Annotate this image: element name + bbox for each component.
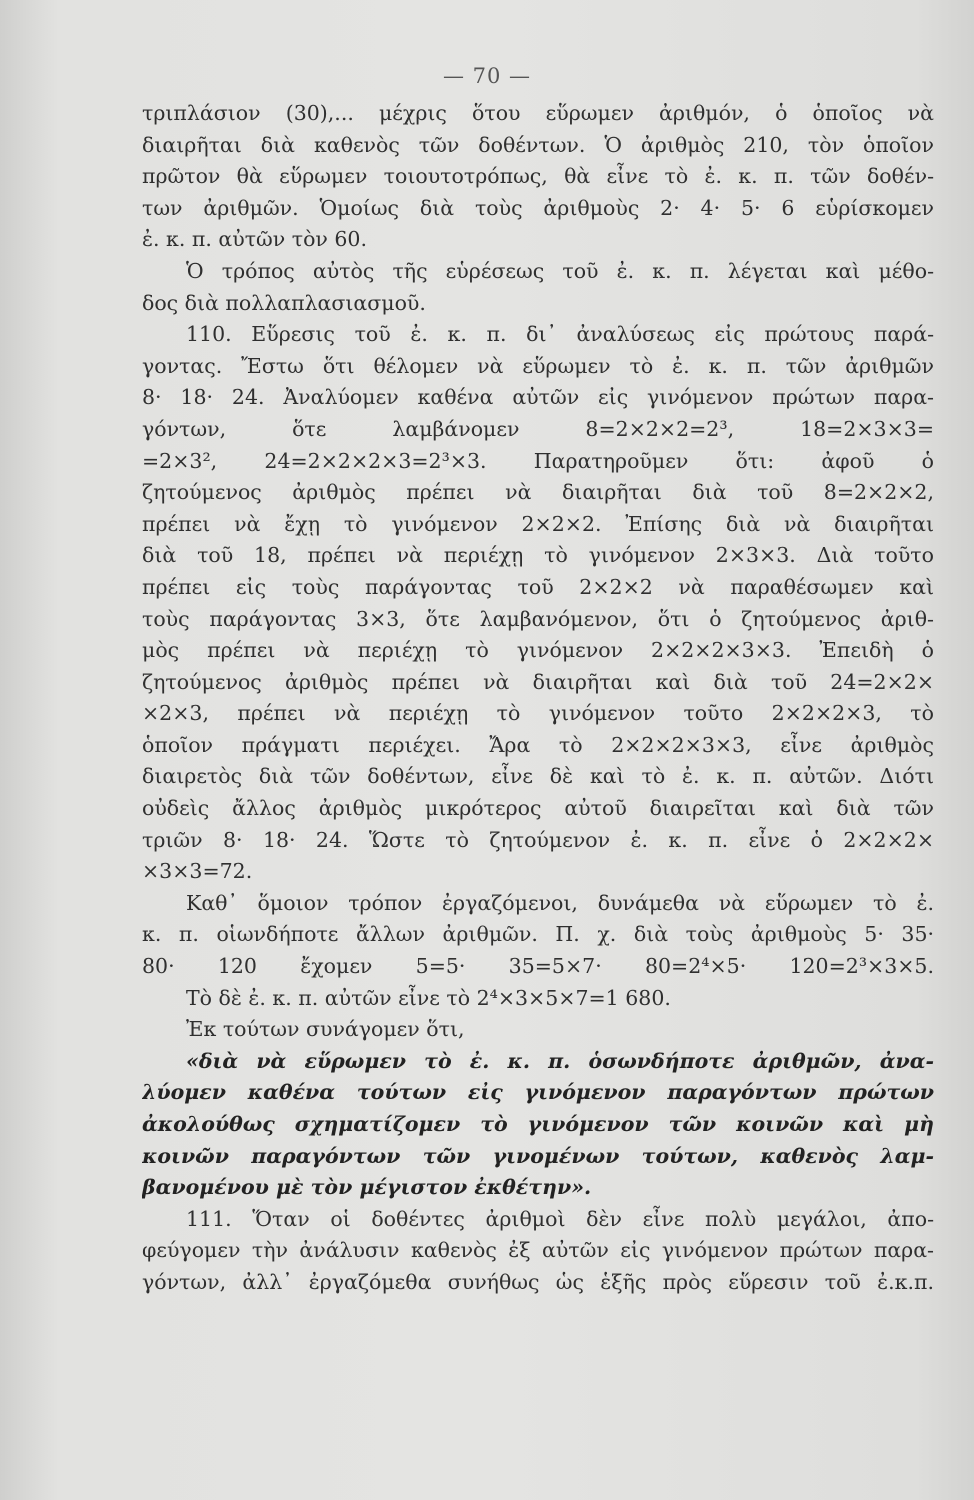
text-line: ζητούμενος ἀριθμὸς πρέπει νὰ διαιρῆται διὰ τοῦ 8=2×2×2, — [142, 480, 934, 505]
text-line: ἀκολούθως σχηματίζομεν τὸ γινόμενον τῶν κοινῶν καὶ μὴ — [142, 1112, 934, 1136]
text-line: Ὁ τρόπος αὐτὸς τῆς εὑρέσεως τοῦ ἐ. κ. π. λέγεται καὶ μέθο- — [186, 258, 934, 283]
text-line: κοινῶν παραγόντων τῶν γινομένων τούτων, καθενὸς λαμ- — [142, 1143, 934, 1168]
text-line: τοὺς παράγοντας 3×3, ὅτε λαμβανόμενον, ὅτι ὁ ζητούμενος ἀριθ- — [142, 606, 934, 631]
text-line: 80· 120 ἔχομεν 5=5· 35=5×7· 80=2⁴×5· 120=2³×3×5. — [142, 954, 934, 979]
text-line: 110. Εὕρεσις τοῦ ἐ. κ. π. δι᾽ ἀναλύσεως εἰς πρώτους παρά- — [186, 322, 934, 347]
text-line: των ἀριθμῶν. Ὁμοίως διὰ τοὺς ἀριθμοὺς 2· 4· 5· 6 εὑρίσκομεν — [142, 195, 934, 220]
text-line: Ἐκ τούτων συνάγομεν ὅτι, — [186, 1017, 465, 1042]
text-line: 8· 18· 24. Ἀναλύομεν καθένα αὐτῶν εἰς γινόμενον πρώτων παρα- — [142, 385, 934, 410]
text-line: φεύγομεν τὴν ἀνάλυσιν καθενὸς ἐξ αὐτῶν εἰς γινόμενον πρώτων παρα- — [142, 1238, 934, 1263]
page-text — [142, 98, 934, 1299]
text-line: ἐ. κ. π. αὐτῶν τὸν 60. — [142, 227, 367, 252]
text-line: οὐδεὶς ἄλλος ἀριθμὸς μικρότερος αὐτοῦ διαιρεῖται καὶ διὰ τῶν — [142, 796, 934, 821]
text-line: ζητούμενος ἀριθμὸς πρέπει νὰ διαιρῆται καὶ διὰ τοῦ 24=2×2× — [142, 669, 934, 694]
text-line: κ. π. οἱωνδήποτε ἄλλων ἀριθμῶν. Π. χ. διὰ τοὺς ἀριθμοὺς 5· 35· — [142, 922, 934, 947]
text-line: =2×3², 24=2×2×2×3=2³×3. Παρατηροῦμεν ὅτι: ἀφοῦ ὁ — [142, 448, 934, 473]
text-line: γόντων, ὅτε λαμβάνομεν 8=2×2×2=2³, 18=2×3×3= — [142, 416, 934, 441]
text-line: «διὰ νὰ εὕρωμεν τὸ ἐ. κ. π. ὁσωνδήποτε ἀριθμῶν, ἀνα- — [186, 1048, 934, 1073]
page-number: — 70 — — [442, 64, 532, 88]
text-line: βανομένου μὲ τὸν μέγιστον ἐκθέτην». — [142, 1175, 592, 1200]
text-line: γόντων, ἀλλ᾽ ἐργαζόμεθα συνήθως ὡς ἑξῆς πρὸς εὕρεσιν τοῦ ἐ.κ.π. — [142, 1269, 934, 1294]
text-line: πρῶτον θὰ εὕρωμεν τοιουτοτρόπως, θὰ εἶνε τὸ ἐ. κ. π. τῶν δοθέν- — [142, 164, 934, 189]
text-line: διαιρετὸς διὰ τῶν δοθέντων, εἶνε δὲ καὶ τὸ ἐ. κ. π. αὐτῶν. Διότι — [142, 764, 934, 789]
text-line: διὰ τοῦ 18, πρέπει νὰ περιέχῃ τὸ γινόμενον 2×3×3. Διὰ τοῦτο — [142, 543, 934, 568]
text-line: Καθ᾽ ὅμοιον τρόπον ἐργαζόμενοι, δυνάμεθα νὰ εὕρωμεν τὸ ἐ. — [186, 890, 934, 915]
text-line: ὁποῖον πράγματι περιέχει. Ἄρα τὸ 2×2×2×3×3, εἶνε ἀριθμὸς — [142, 732, 934, 757]
text-line: Τὸ δὲ ἐ. κ. π. αὐτῶν εἶνε τὸ 2⁴×3×5×7=1 680. — [186, 985, 671, 1010]
text-line: ×2×3, πρέπει νὰ περιέχῃ τὸ γινόμενον τοῦτο 2×2×2×3, τὸ — [142, 701, 934, 726]
text-line: τριπλάσιον (30),... μέχρις ὅτου εὕρωμεν ἀριθμόν, ὁ ὁποῖος νὰ — [142, 101, 934, 125]
text-line: ×3×3=72. — [142, 859, 253, 884]
text-line: διαιρῆται διὰ καθενὸς τῶν δοθέντων. Ὁ ἀριθμὸς 210, τὸν ὁποῖον — [142, 132, 934, 157]
text-line: 111. Ὅταν οἱ δοθέντες ἀριθμοὶ δὲν εἶνε πολὺ μεγάλοι, ἀπο- — [186, 1206, 934, 1231]
text-line: τριῶν 8· 18· 24. Ὥστε τὸ ζητούμενον ἐ. κ. π. εἶνε ὁ 2×2×2× — [142, 827, 934, 852]
text-line: πρέπει νὰ ἔχῃ τὸ γινόμενον 2×2×2. Ἐπίσης διὰ νὰ διαιρῆται — [142, 511, 934, 536]
text-line: δος διὰ πολλαπλασιασμοῦ. — [142, 290, 426, 315]
text-line: λύομεν καθένα τούτων εἰς γινόμενον παραγόντων πρώτων — [142, 1080, 934, 1105]
text-line: πρέπει εἰς τοὺς παράγοντας τοῦ 2×2×2 νὰ παραθέσωμεν καὶ — [142, 574, 934, 599]
text-line: γοντας. Ἔστω ὅτι θέλομεν νὰ εὕρωμεν τὸ ἐ. κ. π. τῶν ἀριθμῶν — [142, 353, 934, 378]
text-line: μὸς πρέπει νὰ περιέχῃ τὸ γινόμενον 2×2×2×3×3. Ἐπειδὴ ὁ — [142, 638, 934, 663]
